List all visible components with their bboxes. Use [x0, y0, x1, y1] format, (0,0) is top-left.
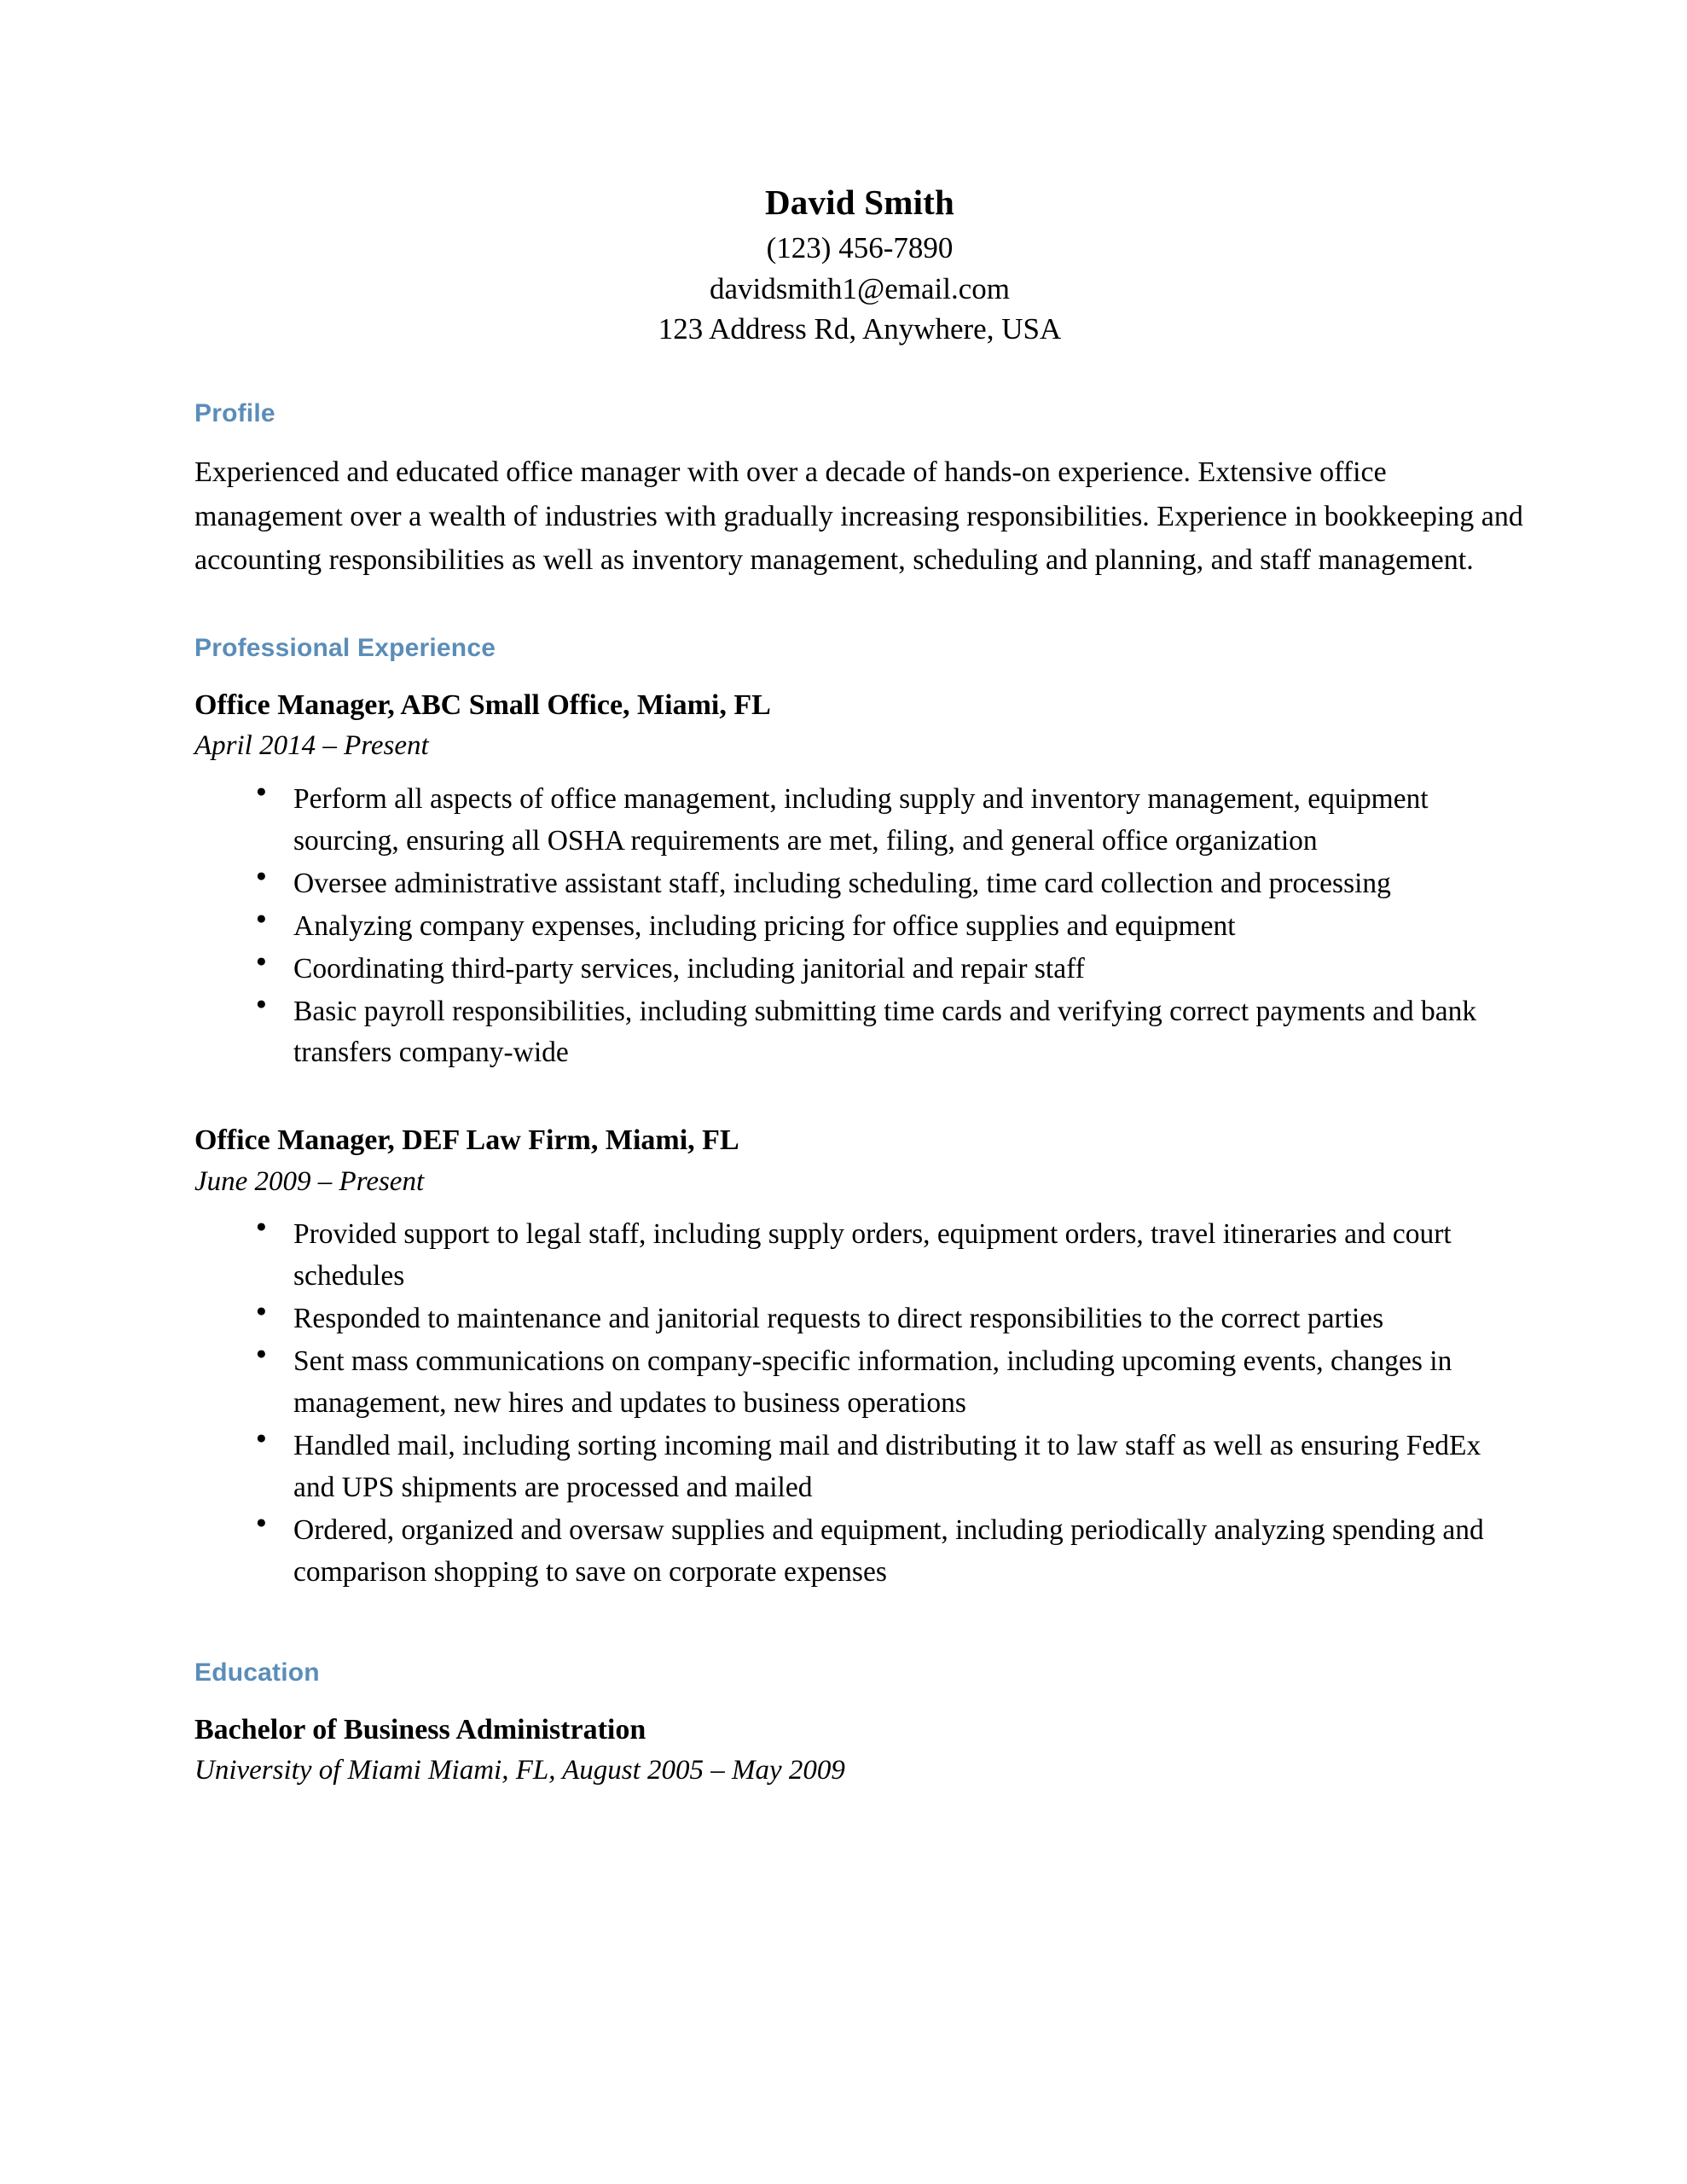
education-section [194, 1658, 1525, 1792]
job-dates: April 2014 – Present [194, 730, 429, 762]
education-school: University of Miami Miami, FL, August 2005 – May 2009 [194, 1754, 845, 1786]
list-item: ● Basic payroll responsibilities, including submitting time cards and verifying correct payments and bank transfers company-wide [256, 991, 1525, 1075]
education-heading: Education [194, 1658, 320, 1687]
list-item: ● Provided support to legal staff, including supply orders, equipment orders, travel itineraries and court schedules [256, 1214, 1525, 1298]
list-item: ● Responded to maintenance and janitorial requests to direct responsibilities to the correct parties [256, 1298, 1525, 1340]
list-item: ● Ordered, organized and oversaw supplies and equipment, including periodically analyzing spending and comparison shopping to save on corporate expenses [256, 1510, 1525, 1594]
resume-header [194, 179, 1525, 350]
job-title: Office Manager, DEF Law Firm, Miami, FL [194, 1124, 739, 1157]
list-item: ● Handled mail, including sorting incoming mail and distributing it to law staff as well as ensuring FedEx and UPS shipments are processed and mailed [256, 1426, 1525, 1509]
list-item: ● Analyzing company expenses, including pricing for office supplies and equipment [256, 906, 1525, 948]
education-degree: Bachelor of Business Administration [194, 1713, 646, 1745]
job-title: Office Manager, ABC Small Office, Miami, FL [194, 688, 771, 721]
profile-section [194, 399, 1525, 583]
list-item: ● Oversee administrative assistant staff, including scheduling, time card collection and processing [256, 863, 1525, 905]
job-bullet-list [194, 1214, 1525, 1593]
job-bullet-list [194, 779, 1525, 1074]
job-dates: June 2009 – Present [194, 1165, 425, 1197]
experience-heading: Professional Experience [194, 633, 496, 662]
candidate-name: David Smith [764, 183, 955, 222]
experience-entry [194, 1120, 1525, 1593]
profile-heading: Profile [194, 398, 275, 427]
list-item: ● Perform all aspects of office management, including supply and inventory management, equipment sourcing, ensuring all OSHA requirements are met, filing, and general office organization [256, 779, 1525, 863]
list-item: ● Sent mass communications on company-specific information, including upcoming events, changes in management, new hires and updates to business operations [256, 1341, 1525, 1425]
experience-section [194, 634, 1525, 1594]
profile-text: Experienced and educated office manager with over a decade of hands-on experience. Extensive office management over a wealth of industries with gradually increasing responsibilities. Experience in bookkeeping and accounting responsibilities as well as inventory management, scheduling and planning, and staff management. [194, 456, 1523, 577]
candidate-email: davidsmith1@email.com [709, 271, 1011, 305]
candidate-address: 123 Address Rd, Anywhere, USA [658, 312, 1062, 346]
list-item: ● Coordinating third-party services, including janitorial and repair staff [256, 949, 1525, 990]
candidate-phone: (123) 456-7890 [766, 231, 954, 265]
experience-entry [194, 685, 1525, 1074]
